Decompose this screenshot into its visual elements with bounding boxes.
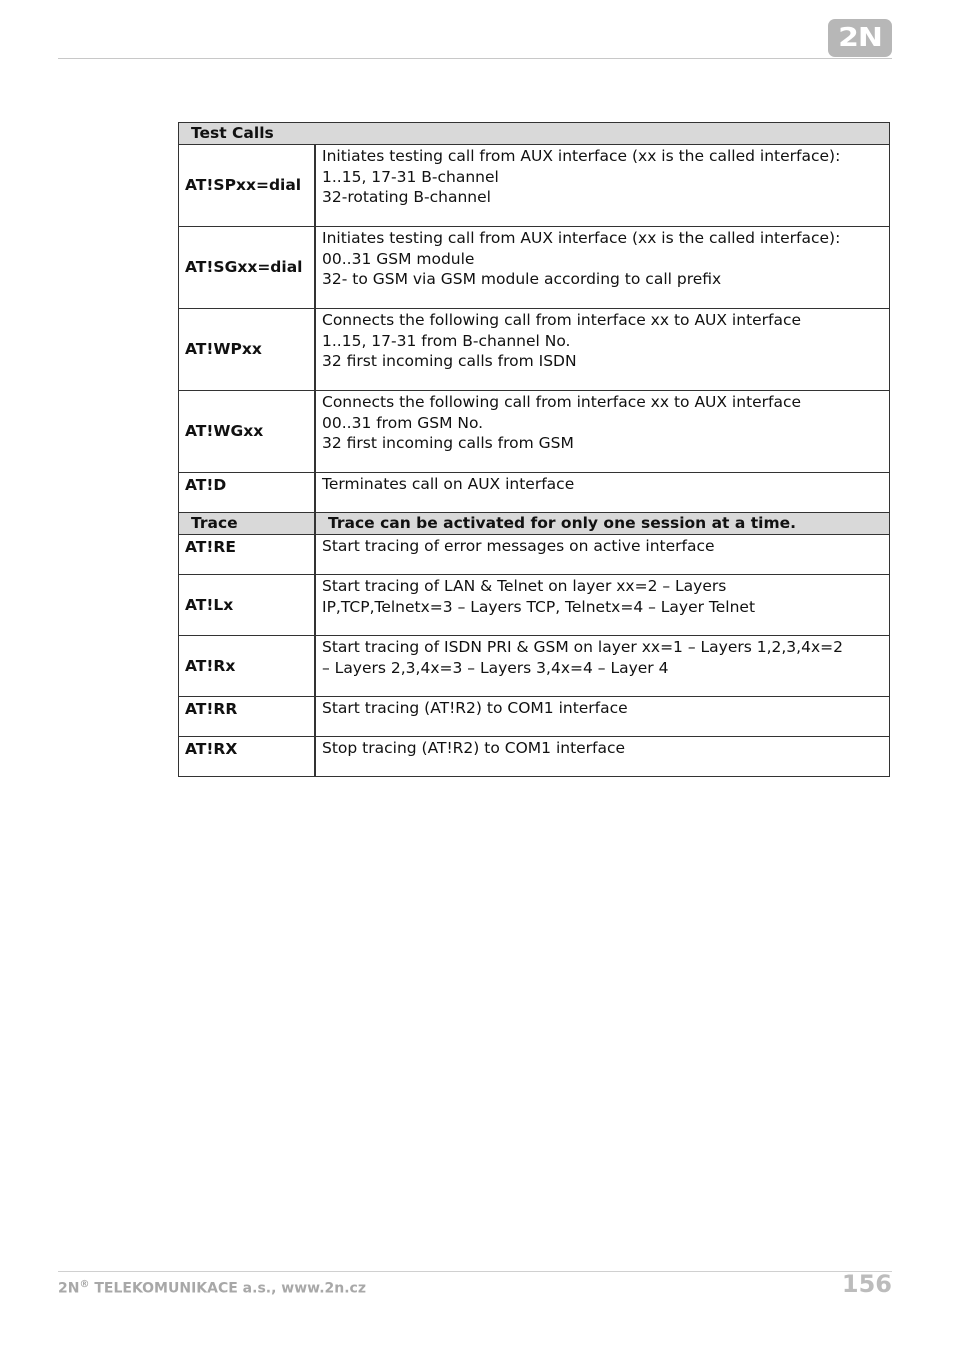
footer-rule: [58, 1271, 892, 1272]
table-row: [179, 145, 890, 227]
command-cell: AT!RX: [179, 737, 316, 777]
footer-company-rest: TELEKOMUNIKACE a.s., www.2n.cz: [89, 1280, 366, 1297]
table-row: [179, 535, 890, 575]
page-number: 156: [841, 1270, 892, 1298]
description-line: 1..15, 17-31 B-channel: [322, 167, 499, 186]
description-line: Start tracing of error messages on active interface: [322, 537, 715, 555]
description-line: Stop tracing (AT!R2) to COM1 interface: [322, 739, 626, 757]
brand-logo: [828, 19, 892, 57]
description-cell: [315, 697, 890, 737]
section-title: Trace: [179, 513, 316, 535]
command-cell: AT!WGxx: [179, 391, 316, 473]
description-line: 00..31 from GSM No.: [322, 413, 484, 432]
description-line: 32-rotating B-channel: [322, 188, 491, 207]
description-line: 1..15, 17-31 from B-channel No.: [322, 331, 571, 350]
description-line: Terminates call on AUX interface: [322, 475, 575, 493]
command-cell: AT!WPxx: [179, 309, 316, 391]
description-line: 32 first incoming calls from ISDN: [322, 352, 577, 371]
description-cell: [315, 575, 890, 636]
header-rule: [58, 58, 892, 59]
description-line: – Layers 2,3,4x=3 – Layers 3,4x=4 – Layer 4: [322, 658, 669, 677]
command-cell: AT!SGxx=dial: [179, 227, 316, 309]
command-cell: AT!Rx: [179, 636, 316, 697]
section-header-test-calls: [179, 123, 890, 145]
registered-mark: ®: [79, 1279, 90, 1290]
table-row: [179, 227, 890, 309]
command-cell: AT!RE: [179, 535, 316, 575]
description-line: 00..31 GSM module: [322, 249, 475, 268]
description-line: Connects the following call from interface xx to AUX interface: [322, 311, 802, 329]
command-cell: AT!RR: [179, 697, 316, 737]
description-cell: [315, 737, 890, 777]
at-commands-table: [178, 122, 890, 777]
description-cell: [315, 391, 890, 473]
table-row: [179, 636, 890, 697]
logo-text: 2N: [838, 23, 882, 53]
command-cell: AT!D: [179, 473, 316, 513]
description-cell: [315, 145, 890, 227]
section-note: Trace can be activated for only one session at a time.: [315, 513, 890, 535]
table-row: [179, 697, 890, 737]
description-line: Connects the following call from interface xx to AUX interface: [322, 393, 802, 411]
table-row: [179, 309, 890, 391]
section-header-trace: [179, 513, 890, 535]
command-cell: AT!SPxx=dial: [179, 145, 316, 227]
description-line: Start tracing (AT!R2) to COM1 interface: [322, 699, 628, 717]
table-row: [179, 575, 890, 636]
table-row: [179, 473, 890, 513]
description-line: Initiates testing call from AUX interface (xx is the called interface):: [322, 229, 841, 247]
description-cell: [315, 227, 890, 309]
footer-company: [58, 1279, 366, 1297]
command-cell: AT!Lx: [179, 575, 316, 636]
description-cell: [315, 636, 890, 697]
description-line: 32 first incoming calls from GSM: [322, 434, 574, 453]
description-line: Initiates testing call from AUX interface (xx is the called interface):: [322, 147, 841, 165]
description-cell: [315, 309, 890, 391]
description-line: 32- to GSM via GSM module according to call prefix: [322, 270, 722, 289]
description-line: Start tracing of ISDN PRI & GSM on layer xx=1 – Layers 1,2,3,4x=2: [322, 638, 843, 656]
description-line: Start tracing of LAN & Telnet on layer xx=2 – Layers: [322, 577, 727, 595]
description-cell: [315, 535, 890, 575]
description-cell: [315, 473, 890, 513]
table-row: [179, 391, 890, 473]
section-title: Test Calls: [179, 123, 890, 145]
description-line: IP,TCP,Telnetx=3 – Layers TCP, Telnetx=4 – Layer Telnet: [322, 597, 756, 616]
footer-company-prefix: 2N: [58, 1280, 80, 1297]
table-row: [179, 737, 890, 777]
